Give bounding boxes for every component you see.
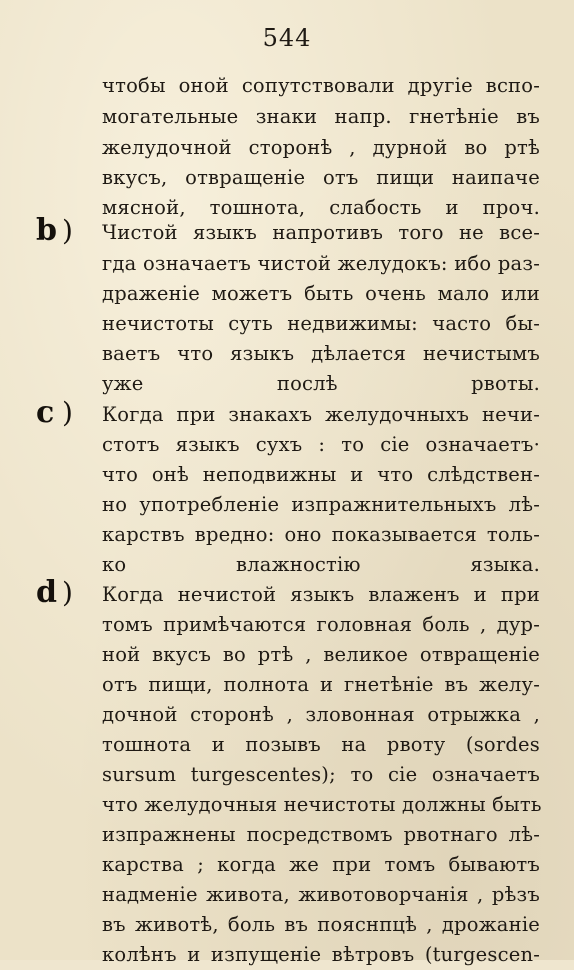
text-line: томъ примѣчаются головная боль , дур- — [102, 613, 540, 636]
text-line: что онѣ неподвижны и что слѣдствен- — [102, 463, 540, 486]
text-line: sursum turgescentes); то сіе означаетъ — [102, 763, 540, 786]
marker-bracket: ) — [62, 576, 73, 609]
text-line: уже послѣ рвоты. — [102, 372, 540, 395]
text-line: ко влажностію языка. — [102, 553, 540, 576]
text-line: желудочной сторонѣ , дурной во ртѣ — [102, 136, 540, 159]
item-marker-d: d — [36, 575, 57, 610]
text-line: но употребленіе изпражнительныхъ лѣ- — [102, 493, 540, 516]
text-line: чтобы оной сопутствовали другіе вспо- — [102, 74, 540, 97]
text-line: гда означаетъ чистой желудокъ: ибо раз- — [102, 252, 540, 275]
text-line: что желудочныя нечистоты должны быть — [102, 793, 542, 816]
marker-bracket: ) — [62, 396, 73, 429]
text-line: изпражнены посредствомъ рвотнаго лѣ- — [102, 823, 540, 846]
text-line: драженіе можетъ быть очень мало или — [102, 282, 540, 305]
text-line: колѣнъ и изпущеніе вѣтровъ (turgescen- — [102, 943, 540, 966]
text-line: стотъ языкъ сухъ : то сіе означаетъ· — [102, 433, 540, 456]
text-line: мясной, тошнота, слабость и проч. — [102, 196, 540, 219]
text-line: карствъ вредно: оно показывается толь- — [102, 523, 540, 546]
item-marker-b: b — [36, 213, 57, 248]
text-line: надменіе живота, животоворчанія , рѣзъ — [102, 883, 540, 906]
page-number: 544 — [262, 24, 312, 52]
text-line: нечистоты суть недвижимы: часто бы- — [102, 312, 540, 335]
marker-bracket: ) — [62, 214, 73, 247]
text-line: дочной сторонѣ , зловонная отрыжка , — [102, 703, 540, 726]
text-line: вкусъ, отвращеніе отъ пищи наипаче — [102, 166, 540, 189]
text-line: въ животѣ, боль въ пояснпцѣ , дрожаніе — [102, 913, 540, 936]
item-marker-c: c — [36, 395, 55, 430]
text-line: Когда при знакахъ желудочныхъ нечи- — [102, 403, 540, 426]
text-line: ваетъ что языкъ дѣлается нечистымъ — [102, 342, 540, 365]
text-line: карства ; когда же при томъ бываютъ — [102, 853, 540, 876]
text-line: тошнота и позывъ на рвоту (sordes — [102, 733, 540, 756]
text-line: Когда нечистой языкъ влаженъ и при — [102, 583, 540, 606]
text-line: отъ пищи, полнота и гнетѣніе въ желу- — [102, 673, 540, 696]
text-line: могательные знаки напр. гнетѣніе въ — [102, 105, 540, 128]
text-line: ной вкусъ во ртѣ , великое отвращеніе — [102, 643, 540, 666]
text-line: Чистой языкъ напротивъ того не все- — [102, 221, 540, 244]
